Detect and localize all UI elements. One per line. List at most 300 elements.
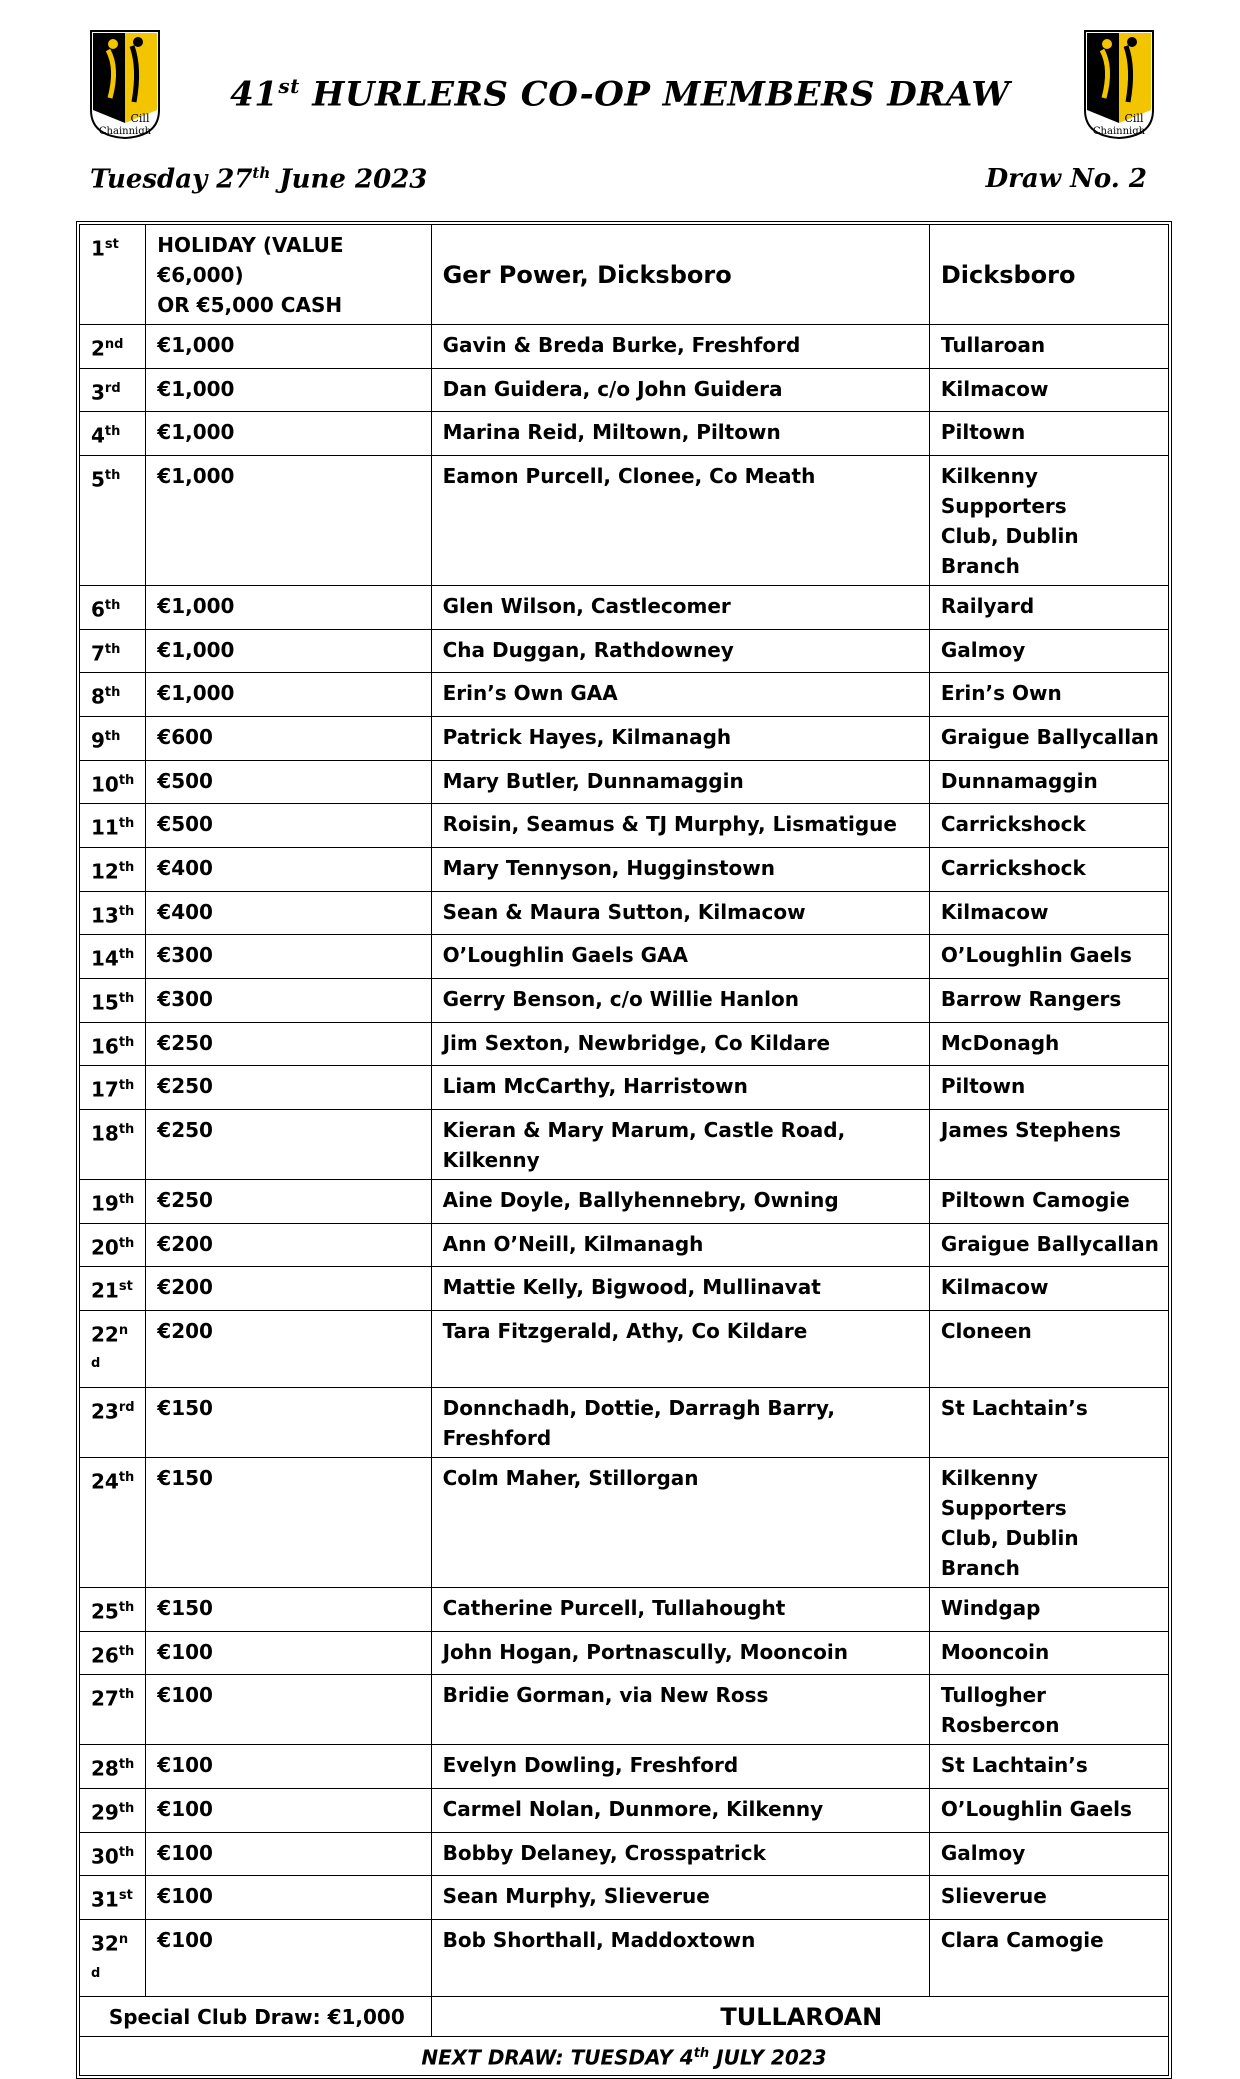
position-number: 3 [91, 380, 105, 405]
winner-club [929, 1022, 1168, 1066]
prize-position [80, 1458, 146, 1588]
winner-name [431, 225, 929, 325]
winner-club-text: Railyard [940, 593, 1035, 618]
prize-value-text: €1,000 [157, 463, 235, 488]
prize-row [80, 673, 1169, 717]
winner-name [431, 368, 929, 412]
prize-value-text: €100 [157, 1639, 213, 1664]
prize-position [80, 1388, 146, 1458]
prize-row [80, 1675, 1169, 1745]
winner-club [929, 1588, 1168, 1632]
position-suffix: th [118, 1191, 135, 1207]
prize-position [80, 629, 146, 673]
winner-club [929, 1745, 1168, 1789]
position-suffix: th [118, 1470, 135, 1486]
crest-text-top: Cill [1124, 112, 1144, 125]
position-suffix: th [118, 1121, 135, 1137]
winner-name [431, 1310, 929, 1387]
prize-row [80, 225, 1169, 325]
prize-position [80, 978, 146, 1022]
special-club-draw-row [80, 1997, 1169, 2037]
winner-club-text: Piltown Camogie [940, 1187, 1130, 1212]
winner-club-text: Dunnamaggin [940, 768, 1098, 793]
winner-name-text: Mary Tennyson, Hugginstown [442, 855, 775, 880]
winner-name [431, 847, 929, 891]
draw-date: Tuesday 27th June 2023 [90, 164, 428, 195]
prize-position [80, 935, 146, 979]
winner-name [431, 1109, 929, 1179]
position-suffix: th [104, 424, 121, 440]
prize-value-text: €300 [157, 943, 213, 968]
winner-club [929, 1789, 1168, 1833]
position-number: 10 [91, 772, 119, 797]
prize-value [146, 455, 431, 585]
winner-name-text: Dan Guidera, c/o John Guidera [442, 376, 783, 401]
position-number: 11 [91, 815, 119, 840]
winner-name-text: Jim Sexton, Newbridge, Co Kildare [442, 1030, 831, 1055]
prize-row [80, 978, 1169, 1022]
winner-club-text: Clara Camogie [940, 1928, 1104, 1953]
winner-club [929, 847, 1168, 891]
crest-text-bottom: Chainnigh [1092, 126, 1146, 137]
prize-value [146, 325, 431, 369]
prize-value-text: €1,000 [157, 376, 235, 401]
special-club-draw-label: Special Club Draw: €1,000 [80, 1997, 432, 2037]
prize-value-text: €600 [157, 724, 213, 749]
winner-club [929, 629, 1168, 673]
position-number: 13 [91, 903, 119, 928]
position-number: 18 [91, 1121, 119, 1146]
winner-name-text: Liam McCarthy, Harristown [442, 1074, 748, 1099]
prize-position [80, 368, 146, 412]
prize-value-text: €100 [157, 1683, 213, 1708]
prize-value-text: €250 [157, 1117, 213, 1142]
winner-name-text: Aine Doyle, Ballyhennebry, Owning [442, 1187, 839, 1212]
winner-name [431, 1675, 929, 1745]
prize-position [80, 1588, 146, 1632]
prize-value-text: €1,000 [157, 593, 235, 618]
winner-club-text: Kilkenny Supporters [940, 1466, 1067, 1521]
prize-value [146, 1789, 431, 1833]
prize-value [146, 1223, 431, 1267]
prize-value [146, 1745, 431, 1789]
winner-name-text: Donnchadh, Dottie, Darragh Barry, Freshford [442, 1396, 835, 1451]
position-number: 1 [91, 236, 105, 261]
position-suffix: th [104, 597, 121, 613]
winner-name-text: Kieran & Mary Marum, Castle Road, Kilkenny [442, 1117, 846, 1172]
winner-name [431, 891, 929, 935]
position-suffix: th [104, 728, 121, 744]
prize-value-text: €150 [157, 1466, 213, 1491]
position-number: 31 [91, 1888, 119, 1913]
position-number: 19 [91, 1191, 119, 1216]
crest-text-top: Cill [130, 112, 150, 125]
winner-club [929, 1876, 1168, 1920]
prize-row [80, 1223, 1169, 1267]
position-suffix: th [118, 1687, 135, 1703]
prize-position [80, 325, 146, 369]
position-suffix: th [118, 1078, 135, 1094]
prize-value [146, 760, 431, 804]
prize-value-text: €100 [157, 1884, 213, 1909]
prize-position [80, 760, 146, 804]
next-draw-row [80, 2037, 1169, 2076]
position-number: 14 [91, 946, 119, 971]
winner-name-text: Bobby Delaney, Crosspatrick [442, 1840, 766, 1865]
winner-club-text: Mooncoin [940, 1639, 1050, 1664]
prize-position [80, 1022, 146, 1066]
winner-club [929, 455, 1168, 585]
winner-club-text-2: Club, Dublin Branch [940, 1526, 1079, 1581]
winner-name [431, 585, 929, 629]
winner-name [431, 1179, 929, 1223]
prize-row [80, 1022, 1169, 1066]
position-suffix: st [118, 1279, 133, 1295]
winner-name [431, 1832, 929, 1876]
position-number: 22 [91, 1322, 119, 1347]
position-suffix: th [118, 1034, 135, 1050]
position-suffix: th [118, 1235, 135, 1251]
page-title: 41st HURLERS CO-OP MEMBERS DRAW [230, 74, 1010, 115]
winner-club-text: Windgap [940, 1596, 1041, 1621]
winner-club [929, 1109, 1168, 1179]
prize-row [80, 1588, 1169, 1632]
prize-value-text: €150 [157, 1396, 213, 1421]
winner-name-text: Roisin, Seamus & TJ Murphy, Lismatigue [442, 812, 897, 837]
winner-name-text: Bob Shorthall, Maddoxtown [442, 1928, 756, 1953]
prize-row [80, 585, 1169, 629]
winner-club-text: Galmoy [940, 637, 1026, 662]
prize-position [80, 716, 146, 760]
position-number: 17 [91, 1077, 119, 1102]
prize-value-text: €100 [157, 1928, 213, 1953]
prize-row [80, 1267, 1169, 1311]
position-suffix: nd [91, 1322, 129, 1372]
prize-value [146, 629, 431, 673]
winner-club [929, 1267, 1168, 1311]
winner-club-text: Graigue Ballycallan [940, 1231, 1159, 1256]
prize-value [146, 585, 431, 629]
winner-name-text: Marina Reid, Miltown, Piltown [442, 420, 781, 445]
prize-position [80, 1223, 146, 1267]
prize-value [146, 1920, 431, 1997]
prize-row [80, 1832, 1169, 1876]
prize-position [80, 225, 146, 325]
winner-club [929, 585, 1168, 629]
winner-club [929, 368, 1168, 412]
winner-name-text: Gavin & Breda Burke, Freshford [442, 333, 801, 357]
prize-value [146, 891, 431, 935]
position-number: 9 [91, 728, 105, 753]
prize-value [146, 847, 431, 891]
prize-value-text: €1,000 [157, 681, 235, 706]
winner-club [929, 673, 1168, 717]
prize-value [146, 1022, 431, 1066]
prize-row [80, 1789, 1169, 1833]
prize-row [80, 1109, 1169, 1179]
prize-value-text-2: OR €5,000 CASH [157, 293, 343, 317]
winner-club [929, 804, 1168, 848]
winner-name-text: Evelyn Dowling, Freshford [442, 1753, 739, 1778]
winner-club [929, 1458, 1168, 1588]
position-suffix: th [118, 1643, 135, 1659]
position-suffix: th [118, 772, 135, 788]
position-number: 24 [91, 1469, 119, 1494]
winner-name [431, 760, 929, 804]
winner-club-text: Carrickshock [940, 812, 1086, 837]
prize-position [80, 1745, 146, 1789]
winner-name [431, 804, 929, 848]
position-number: 8 [91, 684, 105, 709]
position-suffix: th [118, 947, 135, 963]
prize-value [146, 1066, 431, 1110]
winner-club-text: Tullaroan [940, 333, 1046, 357]
position-number: 27 [91, 1687, 119, 1712]
winner-club-text: Kilmacow [940, 899, 1049, 924]
winner-club-text: Dicksboro [940, 261, 1076, 289]
winner-club [929, 412, 1168, 456]
prize-value-text: €100 [157, 1797, 213, 1822]
prize-row [80, 1876, 1169, 1920]
position-suffix: th [118, 1757, 135, 1773]
position-number: 2 [91, 336, 105, 361]
winner-club-text: Carrickshock [940, 855, 1086, 880]
winner-club-text: Erin’s Own [940, 681, 1062, 706]
prize-row [80, 760, 1169, 804]
winner-name-text: Cha Duggan, Rathdowney [442, 637, 734, 662]
prize-position [80, 1876, 146, 1920]
winner-name-text: Tara Fitzgerald, Athy, Co Kildare [442, 1318, 808, 1343]
prize-value-text: €1,000 [157, 420, 235, 445]
prize-value-text: €500 [157, 812, 213, 837]
prize-value [146, 1179, 431, 1223]
winner-name [431, 1920, 929, 1997]
prize-row [80, 455, 1169, 585]
prize-value-text: €400 [157, 899, 213, 924]
prize-value-text: €300 [157, 986, 213, 1011]
winner-name [431, 935, 929, 979]
position-suffix: rd [104, 380, 121, 396]
winner-name [431, 1631, 929, 1675]
prize-row [80, 1458, 1169, 1588]
prize-value [146, 1832, 431, 1876]
winner-name [431, 1876, 929, 1920]
winner-name-text: Mary Butler, Dunnamaggin [442, 768, 744, 793]
winner-club-text: Cloneen [940, 1318, 1032, 1343]
winner-name [431, 1745, 929, 1789]
prize-value [146, 1631, 431, 1675]
position-suffix: th [118, 903, 135, 919]
prize-row [80, 629, 1169, 673]
prize-row [80, 716, 1169, 760]
prize-value-text: HOLIDAY (VALUE €6,000) [157, 233, 344, 287]
prize-list [80, 225, 1169, 1997]
prize-row [80, 1745, 1169, 1789]
winner-club-text: O’Loughlin Gaels [940, 943, 1132, 968]
position-suffix: th [118, 859, 135, 875]
prize-value [146, 1876, 431, 1920]
prize-position [80, 1109, 146, 1179]
position-number: 25 [91, 1599, 119, 1624]
winner-name-text: Ann O’Neill, Kilmanagh [442, 1231, 704, 1256]
prize-value-text: €1,000 [157, 333, 235, 357]
winner-name [431, 1458, 929, 1588]
winner-club [929, 935, 1168, 979]
results-table [79, 224, 1169, 2076]
position-number: 12 [91, 859, 119, 884]
position-suffix: th [118, 1844, 135, 1860]
prize-row [80, 804, 1169, 848]
position-suffix: st [104, 237, 119, 252]
prize-position [80, 891, 146, 935]
prize-value [146, 673, 431, 717]
winner-name-text: Colm Maher, Stillorgan [442, 1466, 699, 1491]
position-suffix: nd [104, 337, 124, 352]
winner-name [431, 455, 929, 585]
winner-name-text: Ger Power, Dicksboro [442, 261, 732, 289]
prize-row [80, 1066, 1169, 1110]
prize-value [146, 978, 431, 1022]
prize-position [80, 1267, 146, 1311]
prize-row [80, 847, 1169, 891]
winner-club-text: O’Loughlin Gaels [940, 1797, 1132, 1822]
winner-name-text: Patrick Hayes, Kilmanagh [442, 724, 732, 749]
winner-name-text: Sean & Maura Sutton, Kilmacow [442, 899, 806, 924]
prize-row [80, 368, 1169, 412]
prize-value-text: €100 [157, 1840, 213, 1865]
position-suffix: th [118, 1801, 135, 1817]
position-number: 28 [91, 1757, 119, 1782]
position-suffix: th [118, 1600, 135, 1616]
prize-row [80, 1310, 1169, 1387]
winner-club [929, 1920, 1168, 1997]
results-table-frame [76, 221, 1172, 2079]
winner-name-text: Sean Murphy, Slieverue [442, 1884, 710, 1909]
winner-club-text: Tullogher Rosbercon [940, 1683, 1060, 1738]
winner-name-text: Glen Wilson, Castlecomer [442, 593, 731, 618]
winner-name-text: Bridie Gorman, via New Ross [442, 1683, 769, 1708]
prize-value [146, 1458, 431, 1588]
prize-value [146, 225, 431, 325]
prize-row [80, 325, 1169, 369]
prize-row [80, 1920, 1169, 1997]
position-number: 4 [91, 423, 105, 448]
winner-name-text: John Hogan, Portnascully, Mooncoin [442, 1639, 848, 1664]
winner-name [431, 1022, 929, 1066]
prize-value-text: €1,000 [157, 637, 235, 662]
winner-name-text: Carmel Nolan, Dunmore, Kilkenny [442, 1797, 824, 1822]
winner-club-text: St Lachtain’s [940, 1396, 1088, 1421]
winner-club [929, 978, 1168, 1022]
prize-value [146, 1267, 431, 1311]
prize-value-text: €250 [157, 1030, 213, 1055]
winner-club [929, 1066, 1168, 1110]
prize-row [80, 1631, 1169, 1675]
position-suffix: th [118, 816, 135, 832]
prize-position [80, 1179, 146, 1223]
winner-club-text: Piltown [940, 1074, 1026, 1099]
prize-row [80, 1388, 1169, 1458]
prize-value [146, 1388, 431, 1458]
position-number: 15 [91, 990, 119, 1015]
position-suffix: th [104, 467, 121, 483]
winner-club [929, 1223, 1168, 1267]
prize-value [146, 716, 431, 760]
winner-name-text: Erin’s Own GAA [442, 681, 618, 706]
prize-row [80, 935, 1169, 979]
winner-name [431, 1789, 929, 1833]
prize-value-text: €150 [157, 1596, 213, 1621]
prize-position [80, 1631, 146, 1675]
prize-position [80, 412, 146, 456]
winner-name [431, 716, 929, 760]
prize-value [146, 935, 431, 979]
winner-club [929, 225, 1168, 325]
winner-club [929, 1631, 1168, 1675]
position-number: 26 [91, 1643, 119, 1668]
winner-name [431, 1223, 929, 1267]
winner-club [929, 1310, 1168, 1387]
winner-club [929, 1388, 1168, 1458]
prize-value-text: €250 [157, 1187, 213, 1212]
prize-value-text: €400 [157, 855, 213, 880]
prize-value [146, 1588, 431, 1632]
winner-club [929, 891, 1168, 935]
winner-name-text: O’Loughlin Gaels GAA [442, 943, 688, 968]
prize-position [80, 585, 146, 629]
position-number: 16 [91, 1034, 119, 1059]
winner-name [431, 1388, 929, 1458]
prize-value [146, 1310, 431, 1387]
position-number: 20 [91, 1235, 119, 1260]
winner-club [929, 1832, 1168, 1876]
prize-value-text: €200 [157, 1231, 213, 1256]
winner-name [431, 1066, 929, 1110]
prize-row [80, 891, 1169, 935]
position-number: 7 [91, 641, 105, 666]
winner-name [431, 629, 929, 673]
prize-value [146, 804, 431, 848]
winner-club-text: McDonagh [940, 1030, 1060, 1055]
prize-value-text: €200 [157, 1318, 213, 1343]
winner-club [929, 760, 1168, 804]
prize-position [80, 1310, 146, 1387]
prize-position [80, 1066, 146, 1110]
position-suffix: rd [118, 1400, 135, 1416]
prize-row [80, 412, 1169, 456]
winner-club-text: St Lachtain’s [940, 1753, 1088, 1778]
winner-name-text: Catherine Purcell, Tullahought [442, 1596, 786, 1621]
winner-club [929, 716, 1168, 760]
next-draw-notice: NEXT DRAW: TUESDAY 4th JULY 2023 [80, 2037, 1169, 2076]
prize-value [146, 1109, 431, 1179]
prize-row [80, 1179, 1169, 1223]
prize-position [80, 673, 146, 717]
prize-position [80, 847, 146, 891]
prize-position [80, 455, 146, 585]
position-suffix: st [118, 1888, 133, 1904]
position-number: 29 [91, 1800, 119, 1825]
winner-club-text: Slieverue [940, 1884, 1047, 1909]
prize-position [80, 804, 146, 848]
prize-value-text: €100 [157, 1753, 213, 1778]
prize-value-text: €250 [157, 1074, 213, 1099]
winner-club [929, 1179, 1168, 1223]
winner-club-text: Barrow Rangers [940, 986, 1122, 1011]
winner-club-text: Kilkenny Supporters [940, 463, 1067, 518]
position-suffix: th [118, 990, 135, 1006]
winner-name [431, 1588, 929, 1632]
